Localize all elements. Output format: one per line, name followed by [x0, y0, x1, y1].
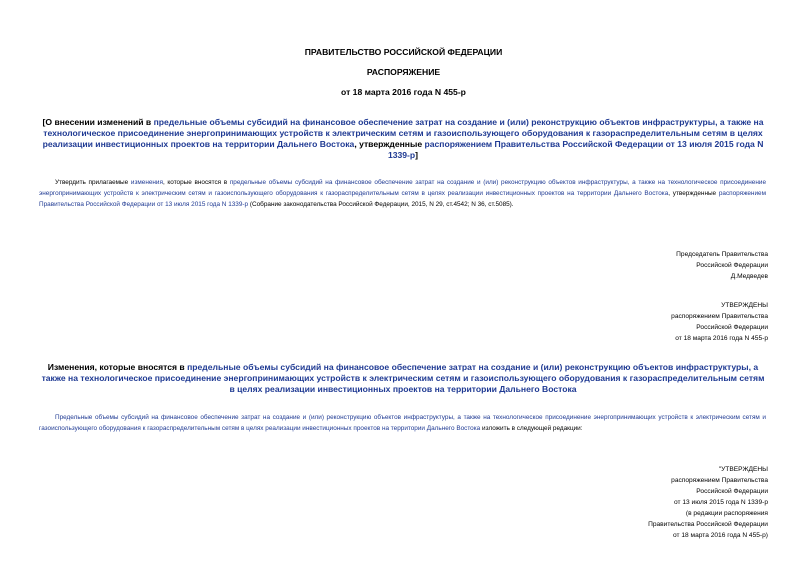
paragraph1-text-a: Утвердить прилагаемые: [55, 179, 131, 186]
paragraph1-link-changes[interactable]: изменения: [130, 179, 163, 186]
paragraph1-text-c: , утвержденные: [668, 190, 719, 197]
approved2-line-4: от 13 июля 2015 года N 1339-р: [673, 499, 768, 506]
section-title-text: Изменения, которые вносятся в: [47, 362, 188, 372]
approved2-line-3: Российской Федерации: [696, 488, 768, 495]
document-title: [38, 117, 768, 161]
signature-block: [468, 249, 768, 282]
signature-line-2: Российской Федерации: [696, 262, 768, 269]
approved2-line-2: распоряжением Правительства: [671, 477, 768, 484]
title-link-limits[interactable]: предельные объемы субсидий на финансовое обеспечение затрат на создание и (или) реконструкцию объектов инфраструктуры, а также на технологическое присоединение энергопринимающих устройств к электрическим сетям и газоиспользующего оборудования к газораспределительным сетям в целях реализации инвестиционных проектов на территории Дальнего Востока: [42, 117, 764, 149]
document-date-number: от 18 марта 2016 года N 455-р: [341, 87, 466, 97]
government-heading: ПРАВИТЕЛЬСТВО РОССИЙСКОЙ ФЕДЕРАЦИИ: [304, 47, 503, 57]
paragraph1-link-decree[interactable]: распоряжением Правительства Российской Федерации от 13 июля 2015 года N 1339-р: [39, 190, 766, 208]
section-title-link[interactable]: предельные объемы субсидий на финансовое обеспечение затрат на создание и (или) реконструкцию объектов инфраструктуры, а также на технологическое присоединение энергопринимающих устройств к электрическим сетям и газоиспользующего оборудования к газораспределительным сетям в целях реализации инвестиционных проектов на территории Дальнего Востока: [41, 362, 765, 394]
approved2-line-1: "УТВЕРЖДЕНЫ: [718, 466, 768, 473]
paragraph2-text: изложить в следующей редакции:: [480, 425, 583, 432]
title-link-decree[interactable]: распоряжением Правительства Российской Федерации от 13 июля 2015 года N 1339-р: [387, 139, 764, 160]
paragraph1-text-b: , которые вносятся в: [162, 179, 230, 186]
approved1-line-1: УТВЕРЖДЕНЫ: [721, 302, 768, 309]
approved1-line-2: распоряжением Правительства: [671, 313, 768, 320]
section-title: [38, 362, 768, 395]
paragraph1-link-limits[interactable]: предельные объемы субсидий на финансовое обеспечение затрат на создание и (или) реконструкцию объектов инфраструктуры, а также на технологическое присоединение энергопринимающих устройств к электрическим сетям и газоиспользующего оборудования к газораспределительным сетям в целях реализации инвестиционных проектов на территории Дальнего Востока: [39, 179, 767, 197]
title-open-bracket: [: [42, 117, 46, 127]
signature-line-1: Председатель Правительства: [676, 251, 768, 258]
restatement-paragraph: [39, 412, 766, 434]
approved2-line-5: (в редакции распоряжения: [685, 510, 768, 517]
title-text-middle: , утвержденные: [354, 139, 425, 149]
approved2-line-6: Правительства Российской Федерации: [648, 521, 768, 528]
approval-paragraph: [39, 177, 766, 210]
approved1-line-4: от 18 марта 2016 года N 455-р: [675, 335, 768, 342]
document-type-heading: РАСПОРЯЖЕНИЕ: [366, 67, 441, 77]
title-text-before: О внесении изменений в: [45, 117, 154, 127]
approved2-line-7: от 18 марта 2016 года N 455-р): [673, 532, 768, 539]
signature-line-3: Д.Медведев: [730, 273, 768, 280]
approved-block-1: [468, 300, 768, 344]
paragraph2-link-limits[interactable]: Предельные объемы субсидий на финансовое обеспечение затрат на создание и (или) реконструкцию объектов инфраструктуры, а также на технологическое присоединение энергопринимающих устройств к электрическим сетям и газоиспользующего оборудования к газораспределительным сетям в целях реализации инвестиционных проектов на территории Дальнего Востока: [39, 414, 766, 432]
paragraph1-text-d: (Собрание законодательства Российской Федерации, 2015, N 29, ст.4542; N 36, ст.5085).: [248, 201, 514, 208]
title-close-bracket: ]: [415, 150, 419, 160]
approved1-line-3: Российской Федерации: [696, 324, 768, 331]
approved-block-2: [468, 464, 768, 541]
